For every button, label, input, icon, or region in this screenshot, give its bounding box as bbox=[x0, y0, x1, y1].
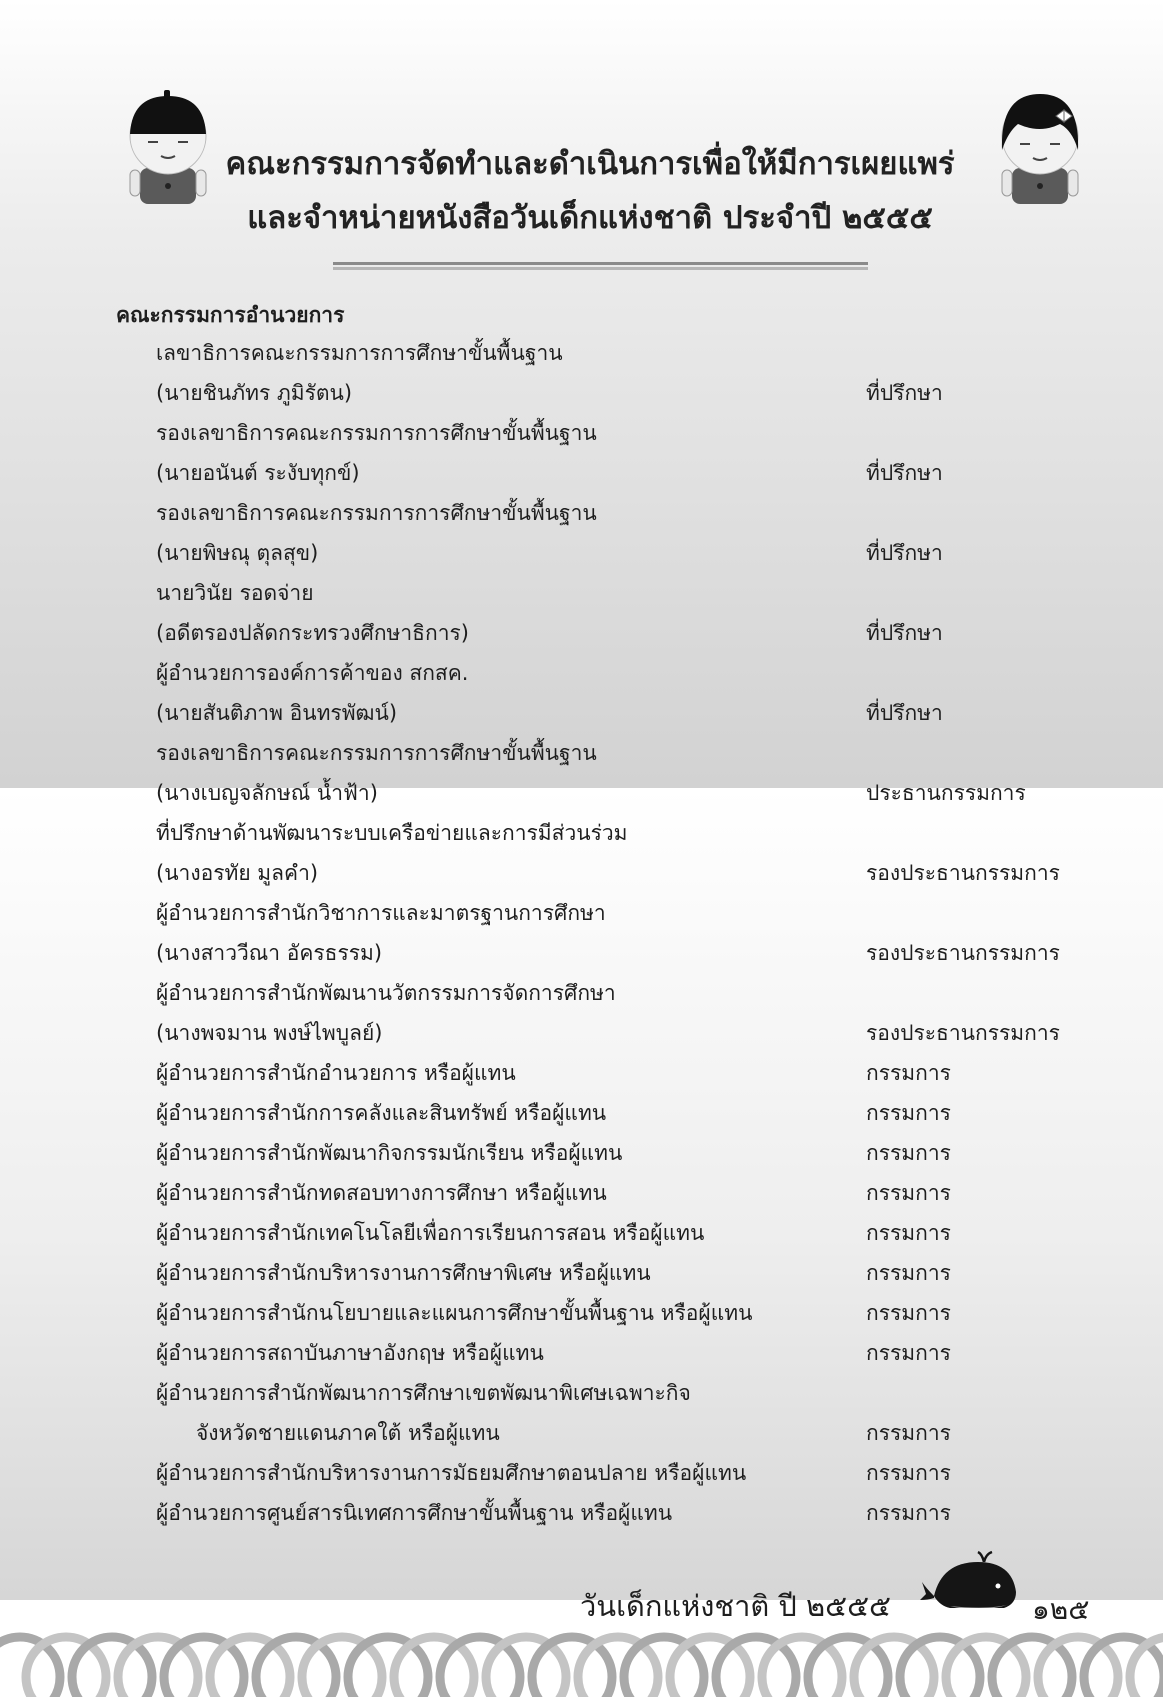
member-entry bbox=[0, 1496, 1163, 1536]
entry-name: (นายสันติภาพ อินทรพัฒน์) bbox=[156, 701, 398, 725]
entry-role: ที่ปรึกษา bbox=[866, 461, 943, 485]
member-entry bbox=[0, 1296, 1163, 1336]
member-role: กรรมการ bbox=[866, 1261, 951, 1285]
entry-role: ที่ปรึกษา bbox=[866, 381, 943, 405]
entry-name: (อดีตรองปลัดกระทรวงศึกษาธิการ) bbox=[156, 621, 469, 645]
member-entry-two-line bbox=[0, 1376, 1163, 1456]
member-role: กรรมการ bbox=[866, 1141, 951, 1165]
member-role: กรรมการ bbox=[866, 1501, 951, 1525]
entry-position: ผู้อำนวยการสำนักพัฒนานวัตกรรมการจัดการศึกษา bbox=[156, 981, 616, 1005]
member-position: ผู้อำนวยการสำนักพัฒนาการศึกษาเขตพัฒนาพิเศษเฉพาะกิจ bbox=[156, 1381, 691, 1405]
entry-role: รองประธานกรรมการ bbox=[866, 861, 1060, 885]
advisor-entry bbox=[0, 576, 1163, 656]
entry-position: ผู้อำนวยการสำนักวิชาการและมาตรฐานการศึกษา bbox=[156, 901, 606, 925]
decorative-rings bbox=[0, 1615, 1163, 1697]
advisor-entry bbox=[0, 656, 1163, 736]
advisor-list bbox=[0, 336, 1163, 1056]
member-position: ผู้อำนวยการสถาบันภาษาอังกฤษ หรือผู้แทน bbox=[156, 1341, 544, 1365]
entry-role: รองประธานกรรมการ bbox=[866, 941, 1060, 965]
vice-chair-entry bbox=[0, 976, 1163, 1056]
advisor-entry bbox=[0, 336, 1163, 416]
member-entry bbox=[0, 1256, 1163, 1296]
member-position: ผู้อำนวยการสำนักเทคโนโลยีเพื่อการเรียนการสอน หรือผู้แทน bbox=[156, 1221, 705, 1245]
member-position: ผู้อำนวยการสำนักพัฒนากิจกรรมนักเรียน หรือผู้แทน bbox=[156, 1141, 623, 1165]
footer-text: วันเด็กแห่งชาติ ปี ๒๕๕๕ bbox=[580, 1589, 891, 1623]
member-role: กรรมการ bbox=[866, 1181, 951, 1205]
chair-entry bbox=[0, 736, 1163, 816]
entry-name: (นางอรทัย มูลคำ) bbox=[156, 861, 319, 885]
entry-name: (นางเบญจลักษณ์ น้ำฟ้า) bbox=[156, 781, 378, 805]
page-title-line-2: และจำหน่ายหนังสือวันเด็กแห่งชาติ ประจำปี ๒๕๕๕ bbox=[247, 200, 933, 236]
entry-role: ประธานกรรมการ bbox=[866, 781, 1026, 805]
member-role: กรรมการ bbox=[866, 1221, 951, 1245]
entry-position: นายวินัย รอดจ่าย bbox=[156, 581, 314, 605]
entry-name: (นายพิษณุ ตุลสุข) bbox=[156, 541, 319, 565]
member-position: ผู้อำนวยการสำนักนโยบายและแผนการศึกษาขั้นพื้นฐาน หรือผู้แทน bbox=[156, 1301, 753, 1325]
entry-role: รองประธานกรรมการ bbox=[866, 1021, 1060, 1045]
member-role: กรรมการ bbox=[866, 1061, 951, 1085]
member-entry bbox=[0, 1456, 1163, 1496]
advisor-entry bbox=[0, 496, 1163, 576]
girl-mascot-icon bbox=[1000, 90, 1080, 210]
member-position: ผู้อำนวยการสำนักบริหารงานการศึกษาพิเศษ หรือผู้แทน bbox=[156, 1261, 651, 1285]
entry-name: (นางสาววีณา อัครธรรม) bbox=[156, 941, 383, 965]
whale-icon bbox=[920, 1548, 1025, 1618]
member-position: ผู้อำนวยการสำนักอำนวยการ หรือผู้แทน bbox=[156, 1061, 516, 1085]
entry-position: รองเลขาธิการคณะกรรมการการศึกษาขั้นพื้นฐาน bbox=[156, 421, 597, 445]
member-role: กรรมการ bbox=[866, 1301, 951, 1325]
member-position: ผู้อำนวยการสำนักการคลังและสินทรัพย์ หรือผู้แทน bbox=[156, 1101, 607, 1125]
member-entry bbox=[0, 1096, 1163, 1136]
entry-role: ที่ปรึกษา bbox=[866, 621, 943, 645]
entry-position: รองเลขาธิการคณะกรรมการการศึกษาขั้นพื้นฐาน bbox=[156, 501, 597, 525]
entry-name: (นายอนันต์ ระงับทุกข์) bbox=[156, 461, 360, 485]
entry-name: (นายชินภัทร ภูมิรัตน) bbox=[156, 381, 353, 405]
member-position: ผู้อำนวยการสำนักบริหารงานการมัธยมศึกษาตอนปลาย หรือผู้แทน bbox=[156, 1461, 747, 1485]
entry-position: เลขาธิการคณะกรรมการการศึกษาขั้นพื้นฐาน bbox=[156, 341, 563, 365]
member-entry bbox=[0, 1176, 1163, 1216]
page-number: ๑๒๕ bbox=[1032, 1593, 1090, 1626]
member-role: กรรมการ bbox=[866, 1421, 951, 1445]
title-divider bbox=[333, 262, 868, 271]
boy-mascot-icon bbox=[128, 90, 208, 210]
member-entry bbox=[0, 1336, 1163, 1376]
member-position: ผู้อำนวยการศูนย์สารนิเทศการศึกษาขั้นพื้นฐาน หรือผู้แทน bbox=[156, 1501, 673, 1525]
vice-chair-entry bbox=[0, 816, 1163, 896]
entry-position: ผู้อำนวยการองค์การค้าของ สกสค. bbox=[156, 661, 469, 685]
member-role: กรรมการ bbox=[866, 1341, 951, 1365]
member-role: กรรมการ bbox=[866, 1461, 951, 1485]
vice-chair-entry bbox=[0, 896, 1163, 976]
section-heading: คณะกรรมการอำนวยการ bbox=[116, 303, 345, 327]
member-list bbox=[0, 1056, 1163, 1536]
member-entry bbox=[0, 1056, 1163, 1096]
member-entry bbox=[0, 1216, 1163, 1256]
page-title-line-1: คณะกรรมการจัดทำและดำเนินการเพื่อให้มีการเผยแพร่ bbox=[225, 146, 955, 182]
member-position: ผู้อำนวยการสำนักทดสอบทางการศึกษา หรือผู้แทน bbox=[156, 1181, 607, 1205]
member-position-continued: จังหวัดชายแดนภาคใต้ หรือผู้แทน bbox=[196, 1421, 500, 1445]
advisor-entry bbox=[0, 416, 1163, 496]
entry-position: รองเลขาธิการคณะกรรมการการศึกษาขั้นพื้นฐาน bbox=[156, 741, 597, 765]
member-role: กรรมการ bbox=[866, 1101, 951, 1125]
entry-position: ที่ปรึกษาด้านพัฒนาระบบเครือข่ายและการมีส่วนร่วม bbox=[156, 821, 628, 845]
entry-name: (นางพจมาน พงษ์ไพบูลย์) bbox=[156, 1021, 383, 1045]
entry-role: ที่ปรึกษา bbox=[866, 541, 943, 565]
entry-role: ที่ปรึกษา bbox=[866, 701, 943, 725]
member-entry bbox=[0, 1136, 1163, 1176]
